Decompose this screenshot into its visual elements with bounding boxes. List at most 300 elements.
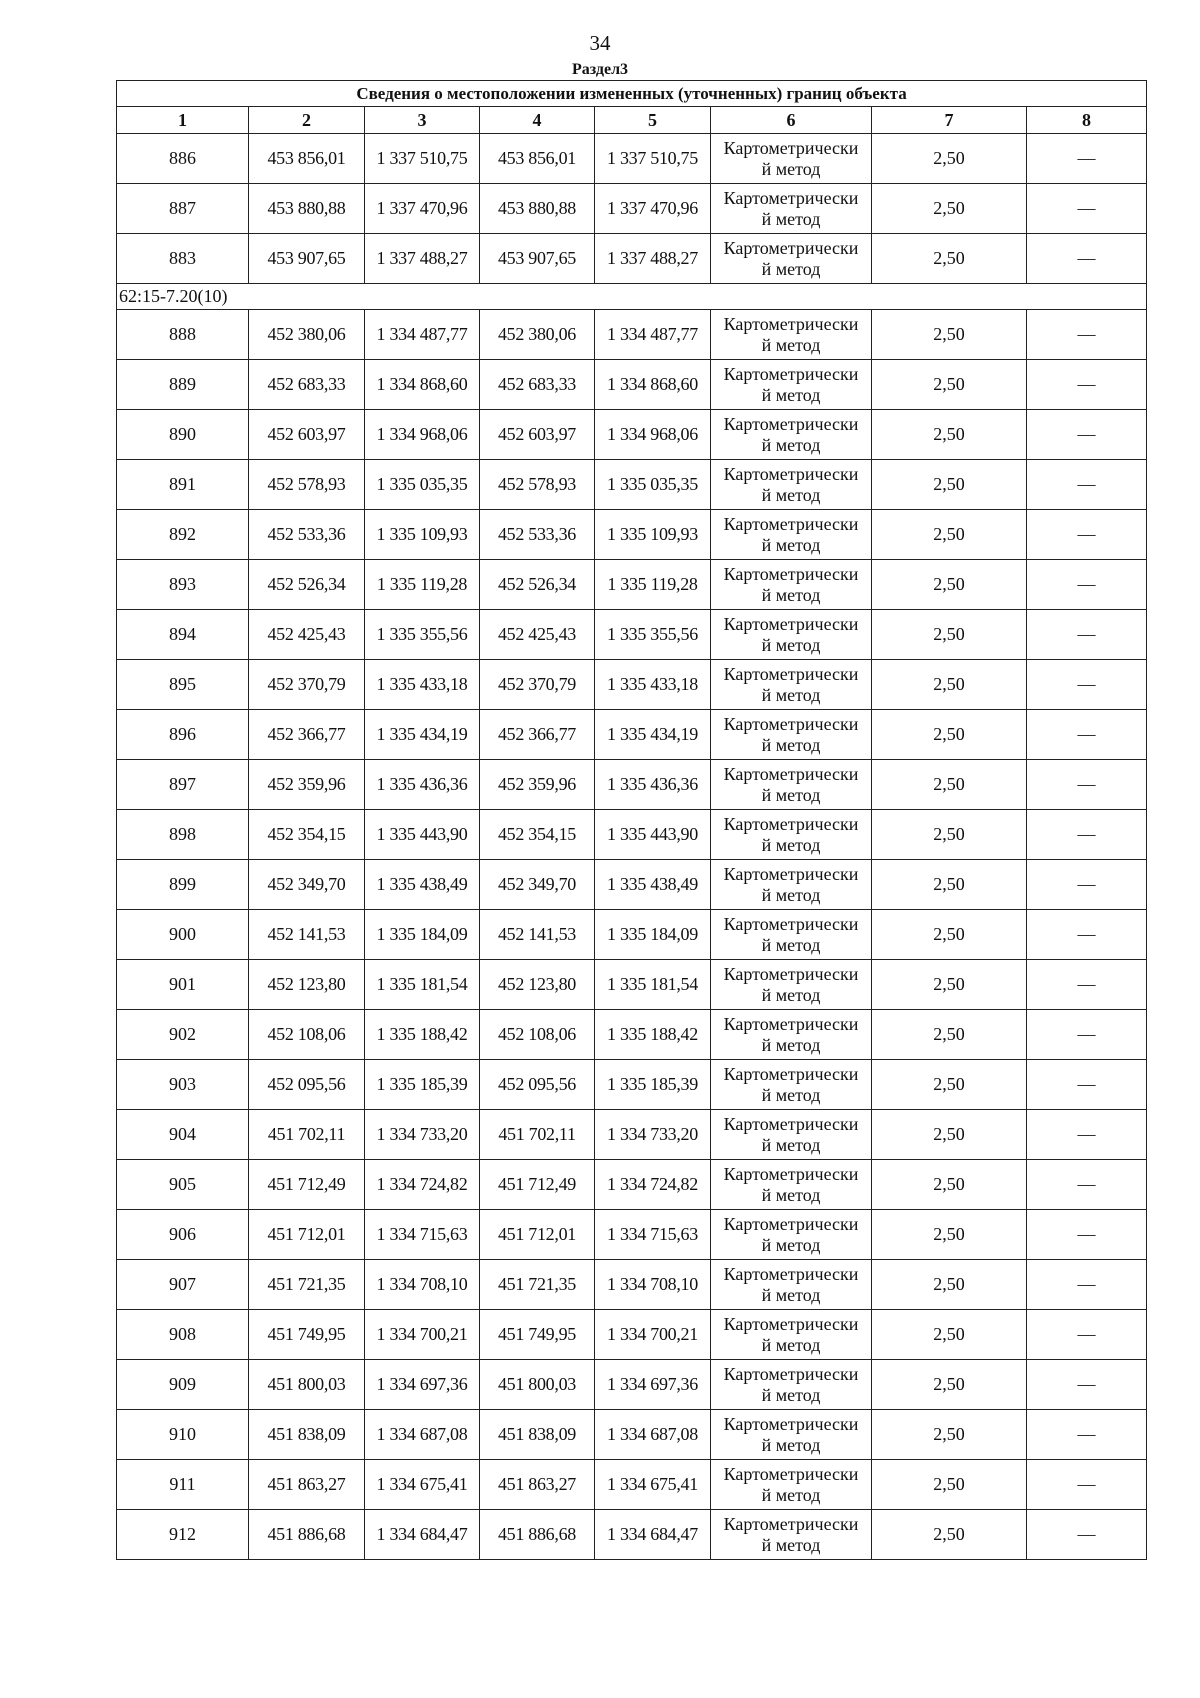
method-cell xyxy=(711,610,872,660)
table-row xyxy=(117,910,1147,960)
method-text: й метод xyxy=(761,384,821,405)
method-cell xyxy=(711,660,872,710)
point-number-cell: 890 xyxy=(117,410,249,460)
coord-x-cell: 452 380,06 xyxy=(249,310,365,360)
method-text: й метод xyxy=(761,984,821,1005)
method-cell xyxy=(711,960,872,1010)
method-cell xyxy=(711,760,872,810)
method-text: Картометрически xyxy=(723,713,859,734)
table-row xyxy=(117,1060,1147,1110)
method-text: й метод xyxy=(761,484,821,505)
coord-y-cell: 1 335 181,54 xyxy=(365,960,480,1010)
accuracy-cell: 2,50 xyxy=(872,1060,1027,1110)
accuracy-cell: 2,50 xyxy=(872,310,1027,360)
coord-x-cell: 452 095,56 xyxy=(249,1060,365,1110)
description-cell: — xyxy=(1027,560,1147,610)
method-text: й метод xyxy=(761,1284,821,1305)
method-cell xyxy=(711,710,872,760)
table-row xyxy=(117,1510,1147,1560)
coord-y-cell: 1 334 700,21 xyxy=(365,1310,480,1360)
coord-x-cell: 453 880,88 xyxy=(480,184,595,234)
coord-y-cell: 1 335 443,90 xyxy=(365,810,480,860)
coord-y-cell: 1 334 733,20 xyxy=(595,1110,711,1160)
page-number: 34 xyxy=(589,31,611,55)
method-cell xyxy=(711,810,872,860)
method-text: й метод xyxy=(761,584,821,605)
description-cell: — xyxy=(1027,1060,1147,1110)
coord-y-cell: 1 334 684,47 xyxy=(595,1510,711,1560)
method-text: Картометрически xyxy=(723,1363,859,1384)
column-header-row xyxy=(117,107,1147,134)
coord-x-cell: 451 886,68 xyxy=(480,1510,595,1560)
method-text: Картометрически xyxy=(723,1463,859,1484)
table-caption: Сведения о местоположении измененных (уточненных) границ объекта xyxy=(117,81,1147,107)
coord-x-cell: 452 354,15 xyxy=(249,810,365,860)
method-cell xyxy=(711,310,872,360)
table-body xyxy=(117,134,1147,1560)
accuracy-cell: 2,50 xyxy=(872,234,1027,284)
method-cell xyxy=(711,410,872,460)
accuracy-cell: 2,50 xyxy=(872,1160,1027,1210)
accuracy-cell: 2,50 xyxy=(872,134,1027,184)
coord-y-cell: 1 335 433,18 xyxy=(365,660,480,710)
coord-y-cell: 1 334 868,60 xyxy=(595,360,711,410)
method-text: й метод xyxy=(761,208,821,229)
coord-x-cell: 452 141,53 xyxy=(249,910,365,960)
description-cell: — xyxy=(1027,134,1147,184)
point-number-cell: 894 xyxy=(117,610,249,660)
coord-y-cell: 1 335 035,35 xyxy=(595,460,711,510)
point-number-cell: 909 xyxy=(117,1360,249,1410)
point-number-cell: 906 xyxy=(117,1210,249,1260)
method-text: Картометрически xyxy=(723,1163,859,1184)
coord-y-cell: 1 335 109,93 xyxy=(595,510,711,560)
coord-x-cell: 452 370,79 xyxy=(480,660,595,710)
description-cell: — xyxy=(1027,1260,1147,1310)
table-row xyxy=(117,1310,1147,1360)
description-cell: — xyxy=(1027,234,1147,284)
coord-x-cell: 452 603,97 xyxy=(249,410,365,460)
coord-x-cell: 452 526,34 xyxy=(249,560,365,610)
column-header-5: 5 xyxy=(595,107,711,134)
method-cell xyxy=(711,234,872,284)
method-cell xyxy=(711,510,872,560)
coord-x-cell: 452 366,77 xyxy=(480,710,595,760)
table-row xyxy=(117,1110,1147,1160)
coord-x-cell: 452 425,43 xyxy=(480,610,595,660)
method-cell xyxy=(711,184,872,234)
coord-y-cell: 1 334 708,10 xyxy=(365,1260,480,1310)
accuracy-cell: 2,50 xyxy=(872,1460,1027,1510)
description-cell: — xyxy=(1027,1460,1147,1510)
coord-x-cell: 452 578,93 xyxy=(249,460,365,510)
table-row xyxy=(117,1010,1147,1060)
accuracy-cell: 2,50 xyxy=(872,510,1027,560)
accuracy-cell: 2,50 xyxy=(872,660,1027,710)
method-text: й метод xyxy=(761,1434,821,1455)
coord-y-cell: 1 335 436,36 xyxy=(365,760,480,810)
table-row xyxy=(117,410,1147,460)
coord-y-cell: 1 335 119,28 xyxy=(595,560,711,610)
method-text: й метод xyxy=(761,1184,821,1205)
parcel-group-label: 62:15-7.20(10) xyxy=(117,284,1147,310)
method-text: Картометрически xyxy=(723,1213,859,1234)
table-row xyxy=(117,1160,1147,1210)
method-text: Картометрически xyxy=(723,1513,859,1534)
method-text: Картометрически xyxy=(723,237,859,258)
coord-x-cell: 453 856,01 xyxy=(249,134,365,184)
point-number-cell: 912 xyxy=(117,1510,249,1560)
table-row xyxy=(117,1460,1147,1510)
accuracy-cell: 2,50 xyxy=(872,1360,1027,1410)
coord-x-cell: 451 749,95 xyxy=(249,1310,365,1360)
coord-y-cell: 1 335 434,19 xyxy=(595,710,711,760)
table-row xyxy=(117,310,1147,360)
coord-y-cell: 1 334 687,08 xyxy=(595,1410,711,1460)
method-text: Картометрически xyxy=(723,813,859,834)
coord-y-cell: 1 334 675,41 xyxy=(595,1460,711,1510)
coord-x-cell: 451 863,27 xyxy=(249,1460,365,1510)
coord-y-cell: 1 334 968,06 xyxy=(595,410,711,460)
coord-x-cell: 452 526,34 xyxy=(480,560,595,610)
method-text: Картометрически xyxy=(723,763,859,784)
method-text: Картометрически xyxy=(723,1313,859,1334)
coord-y-cell: 1 334 868,60 xyxy=(365,360,480,410)
description-cell: — xyxy=(1027,1310,1147,1360)
coord-x-cell: 451 702,11 xyxy=(480,1110,595,1160)
method-cell xyxy=(711,460,872,510)
coord-y-cell: 1 335 181,54 xyxy=(595,960,711,1010)
method-text: й метод xyxy=(761,1084,821,1105)
method-cell xyxy=(711,360,872,410)
coord-x-cell: 452 349,70 xyxy=(480,860,595,910)
column-header-7: 7 xyxy=(872,107,1027,134)
coord-x-cell: 451 712,01 xyxy=(249,1210,365,1260)
point-number-cell: 907 xyxy=(117,1260,249,1310)
table-row xyxy=(117,760,1147,810)
table-row xyxy=(117,610,1147,660)
point-number-cell: 904 xyxy=(117,1110,249,1160)
coord-y-cell: 1 337 470,96 xyxy=(365,184,480,234)
coord-x-cell: 451 721,35 xyxy=(249,1260,365,1310)
method-text: Картометрически xyxy=(723,313,859,334)
table-row xyxy=(117,560,1147,610)
coord-y-cell: 1 335 184,09 xyxy=(595,910,711,960)
method-text: Картометрически xyxy=(723,913,859,934)
coord-y-cell: 1 335 355,56 xyxy=(365,610,480,660)
coord-y-cell: 1 334 700,21 xyxy=(595,1310,711,1360)
method-cell xyxy=(711,1060,872,1110)
method-text: й метод xyxy=(761,1384,821,1405)
description-cell: — xyxy=(1027,510,1147,560)
accuracy-cell: 2,50 xyxy=(872,910,1027,960)
accuracy-cell: 2,50 xyxy=(872,1110,1027,1160)
table-row xyxy=(117,1210,1147,1260)
coord-y-cell: 1 337 488,27 xyxy=(595,234,711,284)
table-row xyxy=(117,860,1147,910)
point-number-cell: 891 xyxy=(117,460,249,510)
coord-x-cell: 451 800,03 xyxy=(480,1360,595,1410)
description-cell: — xyxy=(1027,184,1147,234)
point-number-cell: 886 xyxy=(117,134,249,184)
table-row xyxy=(117,810,1147,860)
method-text: Картометрически xyxy=(723,863,859,884)
coord-x-cell: 452 683,33 xyxy=(249,360,365,410)
coord-x-cell: 452 095,56 xyxy=(480,1060,595,1110)
method-cell xyxy=(711,560,872,610)
coord-x-cell: 451 721,35 xyxy=(480,1260,595,1310)
method-text: Картометрически xyxy=(723,363,859,384)
description-cell: — xyxy=(1027,610,1147,660)
point-number-cell: 901 xyxy=(117,960,249,1010)
coord-y-cell: 1 334 715,63 xyxy=(595,1210,711,1260)
method-text: й метод xyxy=(761,784,821,805)
method-text: й метод xyxy=(761,934,821,955)
table-row xyxy=(117,1260,1147,1310)
point-number-cell: 911 xyxy=(117,1460,249,1510)
coord-x-cell: 451 886,68 xyxy=(249,1510,365,1560)
point-number-cell: 900 xyxy=(117,910,249,960)
description-cell: — xyxy=(1027,1010,1147,1060)
method-cell xyxy=(711,1460,872,1510)
accuracy-cell: 2,50 xyxy=(872,560,1027,610)
method-text: Картометрически xyxy=(723,663,859,684)
coord-y-cell: 1 334 684,47 xyxy=(365,1510,480,1560)
point-number-cell: 889 xyxy=(117,360,249,410)
accuracy-cell: 2,50 xyxy=(872,1260,1027,1310)
method-text: Картометрически xyxy=(723,1063,859,1084)
method-text: Картометрически xyxy=(723,137,859,158)
method-cell xyxy=(711,860,872,910)
coord-y-cell: 1 334 724,82 xyxy=(365,1160,480,1210)
coord-x-cell: 452 354,15 xyxy=(480,810,595,860)
coord-y-cell: 1 334 715,63 xyxy=(365,1210,480,1260)
coord-y-cell: 1 337 510,75 xyxy=(365,134,480,184)
coord-y-cell: 1 335 185,39 xyxy=(365,1060,480,1110)
coord-y-cell: 1 334 697,36 xyxy=(365,1360,480,1410)
coord-x-cell: 452 578,93 xyxy=(480,460,595,510)
coord-y-cell: 1 335 355,56 xyxy=(595,610,711,660)
method-cell xyxy=(711,1210,872,1260)
accuracy-cell: 2,50 xyxy=(872,760,1027,810)
description-cell: — xyxy=(1027,1160,1147,1210)
method-text: й метод xyxy=(761,534,821,555)
point-number-cell: 893 xyxy=(117,560,249,610)
coord-x-cell: 452 366,77 xyxy=(249,710,365,760)
coord-y-cell: 1 335 436,36 xyxy=(595,760,711,810)
accuracy-cell: 2,50 xyxy=(872,1210,1027,1260)
point-number-cell: 896 xyxy=(117,710,249,760)
method-text: й метод xyxy=(761,834,821,855)
method-cell xyxy=(711,1360,872,1410)
coord-y-cell: 1 334 697,36 xyxy=(595,1360,711,1410)
method-text: Картометрически xyxy=(723,613,859,634)
method-text: Картометрически xyxy=(723,513,859,534)
method-text: й метод xyxy=(761,158,821,179)
method-text: й метод xyxy=(761,1234,821,1255)
method-text: Картометрически xyxy=(723,1013,859,1034)
point-number-cell: 888 xyxy=(117,310,249,360)
coord-x-cell: 452 359,96 xyxy=(249,760,365,810)
point-number-cell: 899 xyxy=(117,860,249,910)
coord-x-cell: 451 702,11 xyxy=(249,1110,365,1160)
point-number-cell: 903 xyxy=(117,1060,249,1110)
column-header-2: 2 xyxy=(249,107,365,134)
coord-x-cell: 452 108,06 xyxy=(480,1010,595,1060)
accuracy-cell: 2,50 xyxy=(872,860,1027,910)
coord-x-cell: 452 349,70 xyxy=(249,860,365,910)
method-cell xyxy=(711,1410,872,1460)
column-header-3: 3 xyxy=(365,107,480,134)
group-row xyxy=(117,284,1147,310)
accuracy-cell: 2,50 xyxy=(872,410,1027,460)
table-row xyxy=(117,134,1147,184)
coord-x-cell: 451 800,03 xyxy=(249,1360,365,1410)
coord-x-cell: 453 907,65 xyxy=(480,234,595,284)
coord-y-cell: 1 335 185,39 xyxy=(595,1060,711,1110)
table-row xyxy=(117,184,1147,234)
coord-x-cell: 452 359,96 xyxy=(480,760,595,810)
coord-y-cell: 1 334 708,10 xyxy=(595,1260,711,1310)
method-text: Картометрически xyxy=(723,413,859,434)
accuracy-cell: 2,50 xyxy=(872,610,1027,660)
description-cell: — xyxy=(1027,410,1147,460)
coord-x-cell: 453 856,01 xyxy=(480,134,595,184)
coord-y-cell: 1 335 443,90 xyxy=(595,810,711,860)
coord-x-cell: 452 533,36 xyxy=(480,510,595,560)
coord-x-cell: 452 108,06 xyxy=(249,1010,365,1060)
method-text: й метод xyxy=(761,1034,821,1055)
point-number-cell: 883 xyxy=(117,234,249,284)
point-number-cell: 905 xyxy=(117,1160,249,1210)
accuracy-cell: 2,50 xyxy=(872,1010,1027,1060)
accuracy-cell: 2,50 xyxy=(872,810,1027,860)
point-number-cell: 898 xyxy=(117,810,249,860)
method-text: й метод xyxy=(761,634,821,655)
coord-x-cell: 451 712,49 xyxy=(249,1160,365,1210)
method-text: й метод xyxy=(761,884,821,905)
coord-x-cell: 453 880,88 xyxy=(249,184,365,234)
method-cell xyxy=(711,910,872,960)
coord-x-cell: 453 907,65 xyxy=(249,234,365,284)
coord-y-cell: 1 335 438,49 xyxy=(365,860,480,910)
point-number-cell: 902 xyxy=(117,1010,249,1060)
column-header-4: 4 xyxy=(480,107,595,134)
accuracy-cell: 2,50 xyxy=(872,360,1027,410)
coord-x-cell: 452 370,79 xyxy=(249,660,365,710)
coord-y-cell: 1 334 687,08 xyxy=(365,1410,480,1460)
description-cell: — xyxy=(1027,1110,1147,1160)
coord-x-cell: 451 838,09 xyxy=(480,1410,595,1460)
method-cell xyxy=(711,1010,872,1060)
method-text: Картометрически xyxy=(723,963,859,984)
method-text: й метод xyxy=(761,1484,821,1505)
coord-y-cell: 1 335 188,42 xyxy=(365,1010,480,1060)
column-header-6: 6 xyxy=(711,107,872,134)
table-row xyxy=(117,1410,1147,1460)
description-cell: — xyxy=(1027,910,1147,960)
coord-x-cell: 452 603,97 xyxy=(480,410,595,460)
coord-x-cell: 452 380,06 xyxy=(480,310,595,360)
description-cell: — xyxy=(1027,860,1147,910)
method-text: й метод xyxy=(761,684,821,705)
description-cell: — xyxy=(1027,1510,1147,1560)
method-text: й метод xyxy=(761,1334,821,1355)
method-text: Картометрически xyxy=(723,563,859,584)
coord-x-cell: 451 863,27 xyxy=(480,1460,595,1510)
table-row xyxy=(117,510,1147,560)
coord-x-cell: 452 533,36 xyxy=(249,510,365,560)
description-cell: — xyxy=(1027,460,1147,510)
point-number-cell: 887 xyxy=(117,184,249,234)
coord-x-cell: 452 425,43 xyxy=(249,610,365,660)
coord-y-cell: 1 337 488,27 xyxy=(365,234,480,284)
method-cell xyxy=(711,134,872,184)
coord-y-cell: 1 334 487,77 xyxy=(365,310,480,360)
coord-y-cell: 1 335 035,35 xyxy=(365,460,480,510)
method-text: Картометрически xyxy=(723,187,859,208)
method-text: Картометрически xyxy=(723,1263,859,1284)
coord-x-cell: 452 141,53 xyxy=(480,910,595,960)
coord-y-cell: 1 335 188,42 xyxy=(595,1010,711,1060)
accuracy-cell: 2,50 xyxy=(872,1310,1027,1360)
method-text: й метод xyxy=(761,434,821,455)
method-text: Картометрически xyxy=(723,1413,859,1434)
method-text: й метод xyxy=(761,334,821,355)
method-cell xyxy=(711,1110,872,1160)
method-cell xyxy=(711,1510,872,1560)
point-number-cell: 897 xyxy=(117,760,249,810)
accuracy-cell: 2,50 xyxy=(872,1510,1027,1560)
table-row xyxy=(117,360,1147,410)
coord-x-cell: 451 712,49 xyxy=(480,1160,595,1210)
accuracy-cell: 2,50 xyxy=(872,710,1027,760)
description-cell: — xyxy=(1027,660,1147,710)
method-cell xyxy=(711,1310,872,1360)
description-cell: — xyxy=(1027,710,1147,760)
description-cell: — xyxy=(1027,1360,1147,1410)
description-cell: — xyxy=(1027,760,1147,810)
coord-y-cell: 1 337 510,75 xyxy=(595,134,711,184)
method-text: й метод xyxy=(761,734,821,755)
point-number-cell: 910 xyxy=(117,1410,249,1460)
method-text: й метод xyxy=(761,258,821,279)
coord-y-cell: 1 335 438,49 xyxy=(595,860,711,910)
accuracy-cell: 2,50 xyxy=(872,184,1027,234)
description-cell: — xyxy=(1027,310,1147,360)
coord-y-cell: 1 335 433,18 xyxy=(595,660,711,710)
description-cell: — xyxy=(1027,1410,1147,1460)
description-cell: — xyxy=(1027,1210,1147,1260)
method-cell xyxy=(711,1260,872,1310)
coord-y-cell: 1 334 968,06 xyxy=(365,410,480,460)
coord-x-cell: 452 683,33 xyxy=(480,360,595,410)
section-title: Раздел3 xyxy=(571,61,629,78)
point-number-cell: 892 xyxy=(117,510,249,560)
coord-y-cell: 1 335 184,09 xyxy=(365,910,480,960)
coord-y-cell: 1 335 434,19 xyxy=(365,710,480,760)
table-row xyxy=(117,234,1147,284)
table-row xyxy=(117,460,1147,510)
column-header-1: 1 xyxy=(117,107,249,134)
method-text: й метод xyxy=(761,1534,821,1555)
coord-x-cell: 451 838,09 xyxy=(249,1410,365,1460)
accuracy-cell: 2,50 xyxy=(872,960,1027,1010)
table-row xyxy=(117,960,1147,1010)
coord-y-cell: 1 334 724,82 xyxy=(595,1160,711,1210)
point-number-cell: 908 xyxy=(117,1310,249,1360)
coord-y-cell: 1 337 470,96 xyxy=(595,184,711,234)
